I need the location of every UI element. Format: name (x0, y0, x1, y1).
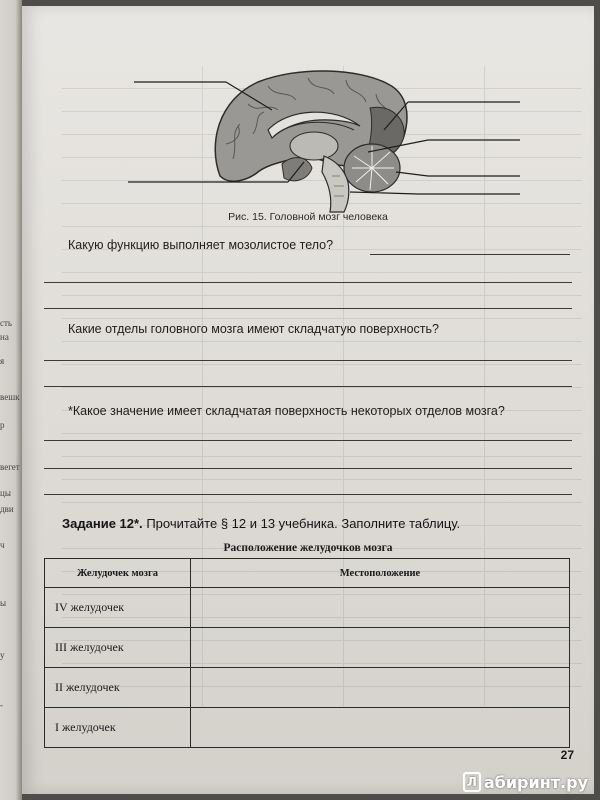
table-title: Расположение желудочков мозга (223, 542, 393, 554)
question-2: Какие отделы головного мозга имеют складчатую поверхность? (68, 322, 439, 336)
answer-line[interactable] (370, 254, 570, 255)
ventricles-table (44, 558, 570, 748)
row-ventricle-label: IV желудочек (45, 588, 191, 628)
adjacent-page-fragment: ч (0, 540, 5, 550)
answer-line[interactable] (44, 386, 572, 387)
adjacent-page-fragment: - (0, 700, 3, 710)
labirint-watermark (463, 772, 588, 792)
question-1: Какую функцию выполняет мозолистое тело? (68, 238, 334, 252)
row-location-cell[interactable] (191, 628, 570, 668)
labirint-logo-icon: Л (463, 772, 481, 792)
brain-illustration (108, 64, 528, 214)
watermark-text: абиринт.ру (483, 772, 588, 792)
adjacent-page-fragment: вегет (0, 462, 20, 472)
question-3: *Какое значение имеет складчатая поверхность некоторых отделов мозга? (68, 404, 505, 418)
adjacent-page-fragment: дви (0, 504, 14, 514)
answer-line[interactable] (44, 308, 572, 309)
header-ventricle: Желудочек мозга (45, 559, 191, 588)
task-12 (62, 516, 460, 531)
adjacent-page-fragment: ы (0, 598, 7, 608)
answer-line[interactable] (44, 468, 572, 469)
row-ventricle-label: II желудочек (45, 668, 191, 708)
answer-line[interactable] (44, 494, 572, 495)
table-header-row (45, 559, 570, 588)
table-row (45, 668, 570, 708)
task-text: Прочитайте § 12 и 13 учебника. Заполните таблицу. (146, 516, 461, 531)
row-location-cell[interactable] (191, 668, 570, 708)
page-number: 27 (560, 748, 574, 762)
header-location: Местоположение (191, 559, 570, 588)
adjacent-page-fragment: я (0, 356, 5, 366)
row-ventricle-label: III желудочек (45, 628, 191, 668)
adjacent-page-fragment: у (0, 650, 5, 660)
adjacent-page-fragment: сть (0, 318, 13, 328)
row-location-cell[interactable] (191, 708, 570, 748)
table-row (45, 628, 570, 668)
adjacent-page-fragment: вешк (0, 392, 20, 402)
table-row (45, 588, 570, 628)
row-ventricle-label: I желудочек (45, 708, 191, 748)
answer-line[interactable] (44, 360, 572, 361)
row-location-cell[interactable] (191, 588, 570, 628)
task-label: Задание 12*. (62, 516, 143, 531)
adjacent-page-edge (0, 0, 22, 800)
adjacent-page-fragment: цы (0, 488, 11, 498)
adjacent-page-fragment: р (0, 420, 5, 430)
figure-caption: Рис. 15. Головной мозг человека (228, 211, 388, 223)
adjacent-page-fragment: на (0, 332, 9, 342)
table-row (45, 708, 570, 748)
answer-line[interactable] (44, 282, 572, 283)
workbook-page (22, 6, 594, 794)
answer-line[interactable] (44, 440, 572, 441)
